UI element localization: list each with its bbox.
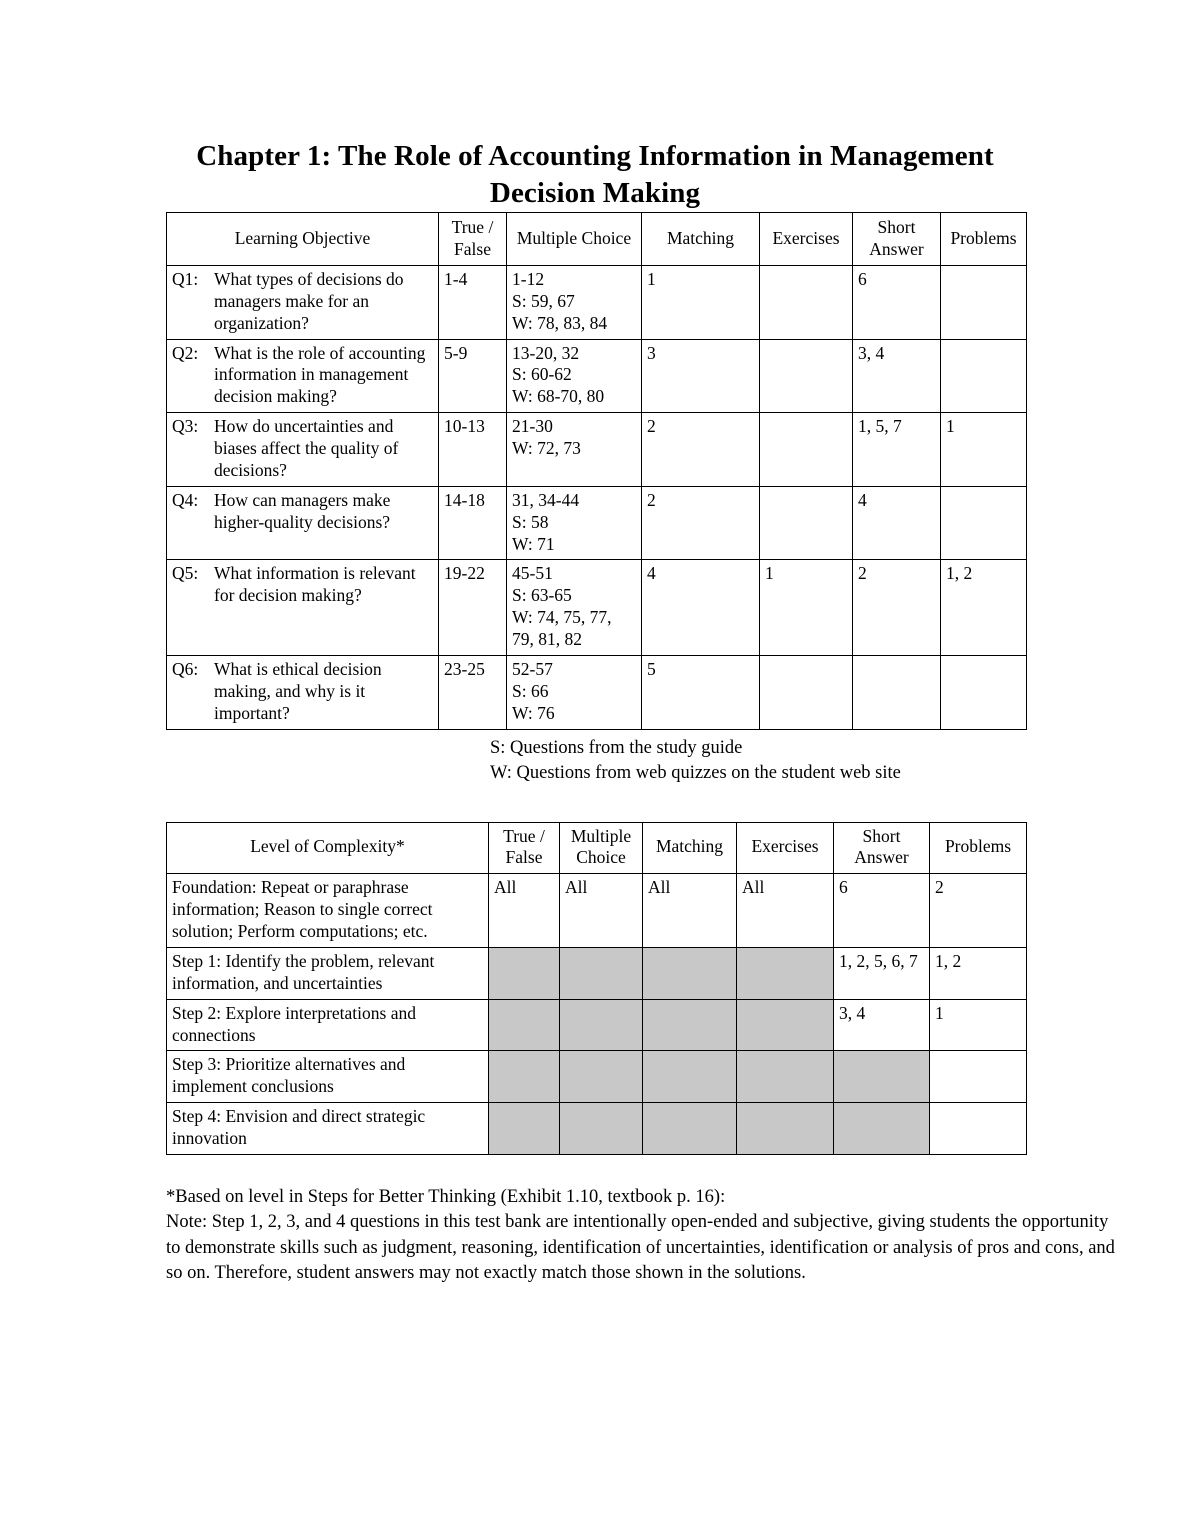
table-row [167, 999, 1027, 1051]
cell-exercises: All [737, 874, 834, 948]
col-header-short-answer [853, 213, 941, 266]
objective-text: What is ethical decision making, and why is it important? [214, 658, 382, 723]
short-answer-line1: Short [862, 825, 901, 846]
table-row [167, 486, 1027, 560]
mc-line1: Multiple [570, 825, 632, 846]
objective-text: What is the role of accounting information in management decision making? [214, 342, 426, 407]
cell-short-answer: 2 [853, 560, 941, 656]
page-title: Chapter 1: The Role of Accounting Information in Management Decision Making [196, 140, 994, 210]
cell-matching: 4 [642, 560, 760, 656]
cell-short-answer [853, 655, 941, 729]
cell-objective [167, 486, 439, 560]
cell-multiple-choice [507, 265, 642, 339]
footer-notes [0, 1155, 1190, 1287]
mc-line: S: 63-65 [512, 585, 572, 606]
mc-line: 21-30 [512, 416, 553, 437]
cell-short-answer: 3, 4 [834, 999, 930, 1051]
cell-short-answer: 1, 2, 5, 6, 7 [834, 947, 930, 999]
cell-exercises [737, 999, 834, 1051]
cell-matching [643, 1103, 737, 1155]
objective-text: What types of decisions do managers make for an organization? [214, 268, 404, 333]
cell-matching [643, 1051, 737, 1103]
cell-objective [167, 655, 439, 729]
cell-complexity-label: Step 3: Prioritize alternatives and implement conclusions [167, 1051, 489, 1103]
learning-objective-table [166, 212, 1027, 729]
objective-key: Q4: [172, 489, 199, 510]
cell-problems [930, 1051, 1027, 1103]
cell-multiple-choice: All [560, 874, 643, 948]
cell-multiple-choice [560, 999, 643, 1051]
cell-problems [941, 655, 1027, 729]
col-header-problems: Problems [941, 213, 1027, 266]
table-row [167, 1103, 1027, 1155]
cell-true-false [489, 1103, 560, 1155]
short-answer-line2: Answer [854, 847, 909, 868]
cell-true-false: 10-13 [439, 413, 507, 487]
cell-exercises [737, 1051, 834, 1103]
objective-key: Q6: [172, 658, 199, 679]
cell-problems [941, 339, 1027, 413]
mc-line: S: 59, 67 [512, 290, 575, 311]
mc-line: S: 60-62 [512, 364, 572, 385]
cell-multiple-choice [507, 486, 642, 560]
cell-matching: 2 [642, 413, 760, 487]
cell-multiple-choice [507, 413, 642, 487]
cell-multiple-choice [507, 655, 642, 729]
table-row [167, 655, 1027, 729]
footnote-note: Note: Step 1, 2, 3, and 4 questions in this test bank are intentionally open-ended and subjective, giving students the opportunity to demonstrate skills such as judgment, reasoning, identification of uncertainties, identification or analysis of pros and cons, and so on. Therefore, student answers may not exactly match those shown in the solutions. [166, 1212, 1115, 1284]
mc-line: W: 71 [512, 533, 555, 554]
objective-key: Q1: [172, 268, 199, 289]
cell-exercises [760, 265, 853, 339]
col-header-multiple-choice: Multiple Choice [507, 213, 642, 266]
cell-exercises [737, 947, 834, 999]
cell-true-false: 14-18 [439, 486, 507, 560]
objective-key: Q5: [172, 563, 199, 584]
legend-study-guide: S: Questions from the study guide [490, 737, 743, 758]
cell-true-false: All [489, 874, 560, 948]
short-answer-line2: Answer [869, 239, 924, 260]
cell-problems [930, 1103, 1027, 1155]
col-header-exercises: Exercises [760, 213, 853, 266]
table-row [167, 1051, 1027, 1103]
cell-problems: 2 [930, 874, 1027, 948]
cell-short-answer: 1, 5, 7 [853, 413, 941, 487]
table-row [167, 265, 1027, 339]
table1-legend [0, 730, 1190, 786]
objective-text: How can managers make higher-quality decisions? [214, 489, 391, 532]
cell-exercises [760, 413, 853, 487]
cell-exercises [760, 655, 853, 729]
table-row [167, 413, 1027, 487]
objective-text: What information is relevant for decision making? [214, 563, 416, 606]
col-header-true-false [439, 213, 507, 266]
col-header-matching: Matching [642, 213, 760, 266]
cell-objective [167, 413, 439, 487]
true-false-line1: True / [451, 217, 494, 238]
cell-multiple-choice [507, 339, 642, 413]
cell-short-answer: 4 [853, 486, 941, 560]
mc-line: 13-20, 32 [512, 342, 580, 363]
cell-problems: 1, 2 [930, 947, 1027, 999]
objective-key: Q2: [172, 342, 199, 363]
mc-line: S: 58 [512, 511, 549, 532]
cell-short-answer: 3, 4 [853, 339, 941, 413]
cell-complexity-label: Foundation: Repeat or paraphrase information; Reason to single correct solution; Perform computations; etc. [167, 874, 489, 948]
col-header-level-of-complexity: Level of Complexity* [167, 822, 489, 874]
mc-line: W: 72, 73 [512, 438, 581, 459]
cell-objective [167, 339, 439, 413]
level-of-complexity-table [166, 822, 1027, 1155]
complexity-table-wrapper [0, 786, 1190, 1155]
cell-true-false: 23-25 [439, 655, 507, 729]
table-row [167, 947, 1027, 999]
cell-true-false: 5-9 [439, 339, 507, 413]
col-header-matching: Matching [643, 822, 737, 874]
cell-problems: 1 [930, 999, 1027, 1051]
cell-exercises [760, 339, 853, 413]
cell-true-false: 19-22 [439, 560, 507, 656]
mc-line2: Choice [576, 847, 626, 868]
col-header-problems: Problems [930, 822, 1027, 874]
mc-line: 79, 81, 82 [512, 629, 582, 650]
learning-objective-table-wrapper [0, 212, 1190, 729]
mc-line: 1-12 [512, 268, 545, 289]
true-false-line1: True / [503, 825, 545, 846]
cell-short-answer: 6 [853, 265, 941, 339]
cell-complexity-label: Step 4: Envision and direct strategic innovation [167, 1103, 489, 1155]
mc-line: W: 76 [512, 702, 555, 723]
cell-problems [941, 486, 1027, 560]
cell-exercises [760, 486, 853, 560]
mc-line: 52-57 [512, 658, 553, 679]
cell-exercises: 1 [760, 560, 853, 656]
cell-true-false: 1-4 [439, 265, 507, 339]
cell-multiple-choice [560, 947, 643, 999]
objective-key: Q3: [172, 416, 199, 437]
cell-multiple-choice [507, 560, 642, 656]
cell-problems [941, 265, 1027, 339]
cell-matching: 3 [642, 339, 760, 413]
cell-matching: 2 [642, 486, 760, 560]
cell-true-false [489, 947, 560, 999]
short-answer-line1: Short [877, 217, 916, 238]
legend-web-quizzes: W: Questions from web quizzes on the student web site [490, 762, 901, 783]
cell-short-answer: 6 [834, 874, 930, 948]
col-header-exercises: Exercises [737, 822, 834, 874]
cell-true-false [489, 999, 560, 1051]
col-header-multiple-choice [560, 822, 643, 874]
col-header-short-answer [834, 822, 930, 874]
cell-multiple-choice [560, 1051, 643, 1103]
mc-line: S: 66 [512, 680, 549, 701]
true-false-line2: False [505, 847, 543, 868]
cell-problems: 1 [941, 413, 1027, 487]
cell-short-answer [834, 1051, 930, 1103]
cell-complexity-label: Step 1: Identify the problem, relevant information, and uncertainties [167, 947, 489, 999]
table-row [167, 874, 1027, 948]
table-row [167, 339, 1027, 413]
table-header-row [167, 213, 1027, 266]
col-header-true-false [489, 822, 560, 874]
cell-matching [643, 947, 737, 999]
true-false-line2: False [454, 239, 491, 260]
mc-line: W: 78, 83, 84 [512, 312, 608, 333]
cell-exercises [737, 1103, 834, 1155]
mc-line: 45-51 [512, 563, 553, 584]
mc-line: W: 74, 75, 77, [512, 607, 612, 628]
cell-true-false [489, 1051, 560, 1103]
objective-text: How do uncertainties and biases affect the quality of decisions? [214, 416, 399, 480]
table-row [167, 560, 1027, 656]
cell-complexity-label: Step 2: Explore interpretations and connections [167, 999, 489, 1051]
cell-matching: 5 [642, 655, 760, 729]
mc-line: 31, 34-44 [512, 489, 580, 510]
cell-matching [643, 999, 737, 1051]
cell-multiple-choice [560, 1103, 643, 1155]
col-header-learning-objective: Learning Objective [167, 213, 439, 266]
cell-short-answer [834, 1103, 930, 1155]
cell-matching: All [643, 874, 737, 948]
cell-matching: 1 [642, 265, 760, 339]
footnote-basis: *Based on level in Steps for Better Thinking (Exhibit 1.10, textbook p. 16): [166, 1186, 726, 1207]
cell-objective [167, 265, 439, 339]
table-header-row [167, 822, 1027, 874]
cell-objective [167, 560, 439, 656]
mc-line: W: 68-70, 80 [512, 386, 605, 407]
cell-problems: 1, 2 [941, 560, 1027, 656]
